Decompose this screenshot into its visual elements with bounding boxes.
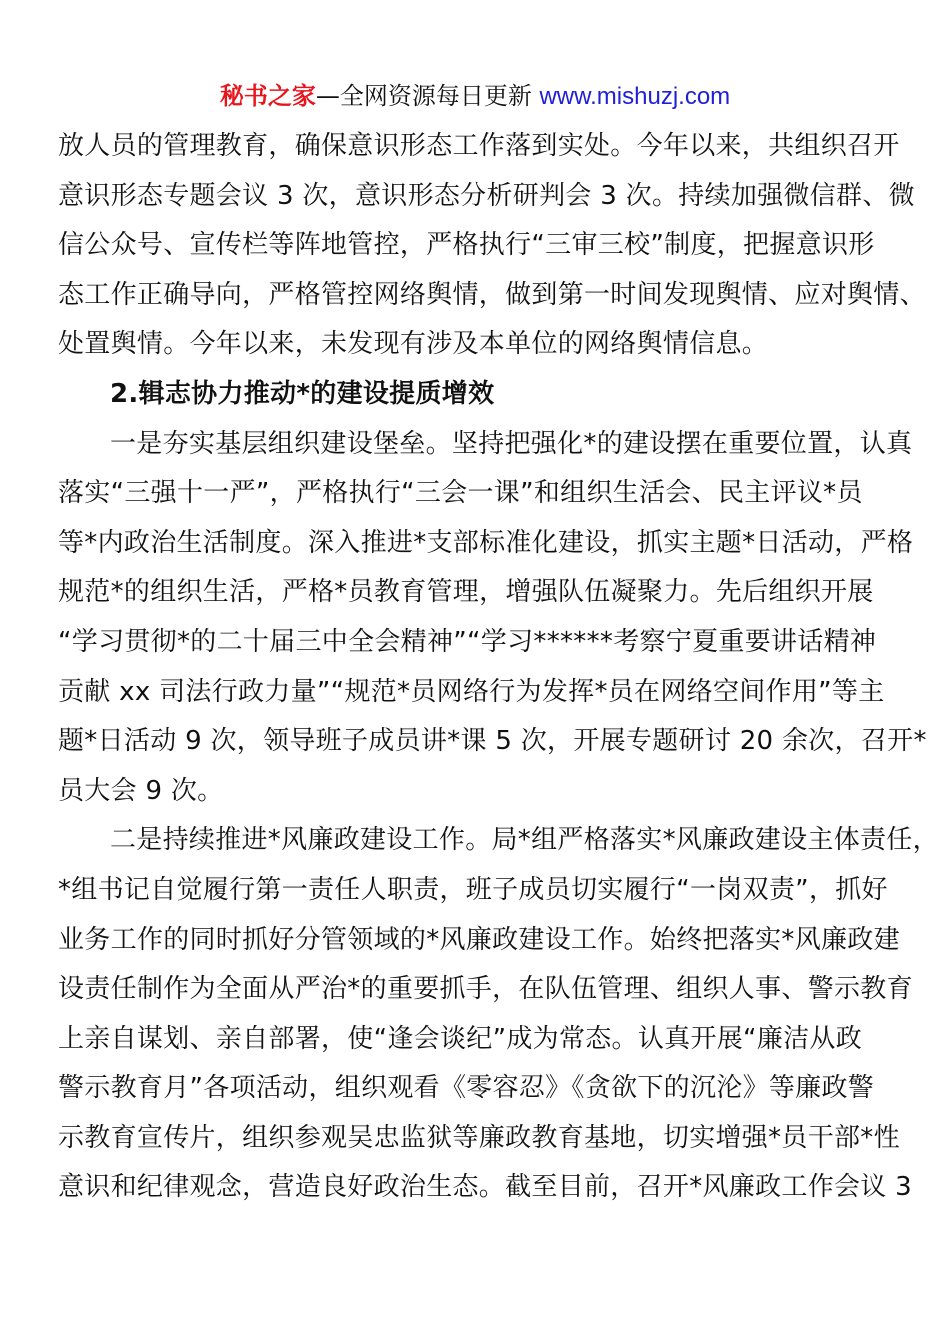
body-line: 业务工作的同时抓好分管领域的*风廉政建设工作。始终把落实*风廉政建 (58, 924, 900, 955)
body-line: 示教育宣传片，组织参观吴忠监狱等廉政教育基地，切实增强*员干部*性 (58, 1122, 900, 1153)
page-header (0, 78, 950, 115)
body-line: 等*内政治生活制度。深入推进*支部标准化建设，抓实主题*日活动，严格 (58, 527, 914, 558)
body-line: 意识形态专题会议 3 次，意识形态分析研判会 3 次。持续加强微信群、微 (58, 180, 915, 211)
body-line: 设责任制作为全面从严治*的重要抓手，在队伍管理、组织人事、警示教育 (58, 974, 913, 1005)
site-url-link[interactable]: www.mishuzj.com (539, 83, 731, 110)
body-line: 员大会 9 次。 (58, 775, 224, 806)
header-tagline: —全网资源每日更新 (315, 82, 532, 110)
brand-name: 秘书之家 (219, 82, 316, 110)
section-heading: 2.辑志协力推动*的建设提质增效 (110, 378, 495, 409)
body-line: 意识和纪律观念，营造良好政治生态。截至目前，召开*风廉政工作会议 3 (58, 1172, 913, 1203)
body-line: 态工作正确导向，严格管控网络舆情，做到第一时间发现舆情、应对舆情、 (58, 279, 926, 310)
body-line: 放人员的管理教育，确保意识形态工作落到实处。今年以来，共组织召开 (58, 131, 900, 161)
body-line: 规范*的组织生活，严格*员教育管理，增强队伍凝聚力。先后组织开展 (58, 577, 874, 608)
body-line: 题*日活动 9 次，领导班子成员讲*课 5 次，开展专题研讨 20 余次，召开* (58, 726, 927, 757)
body-line: 警示教育月”各项活动，组织观看《零容忍》《贪欲下的沉沦》等廉政警 (58, 1073, 875, 1104)
body-line: 贡献 xx 司法行政力量”“规范*员网络行为发挥*员在网络空间作用”等主 (58, 676, 885, 707)
body-line: *组书记自觉履行第一责任人职责，班子成员切实履行“一岗双责”，抓好 (58, 874, 888, 905)
body-line: 处置舆情。今年以来，未发现有涉及本单位的网络舆情信息。 (58, 329, 769, 360)
body-line: 上亲自谋划、亲自部署，使“逢会谈纪”成为常态。认真开展“廉洁从政 (58, 1023, 863, 1054)
body-line: 落实“三强十一严”，严格执行“三会一课”和组织生活会、民主评议*员 (58, 478, 863, 509)
paragraph-first-line: 二是持续推进*风廉政建设工作。局*组严格落实*风廉政建设主体责任， (110, 825, 939, 856)
body-line: 信公众号、宣传栏等阵地管控，严格执行“三审三校”制度，把握意识形 (58, 230, 875, 261)
paragraph-first-line: 一是夯实基层组织建设堡垒。坚持把强化*的建设摆在重要位置，认真 (110, 428, 913, 459)
document-body (58, 122, 939, 1213)
body-line: “学习贯彻*的二十届三中全会精神”“学习******考察宁夏重要讲话精神 (58, 626, 877, 657)
